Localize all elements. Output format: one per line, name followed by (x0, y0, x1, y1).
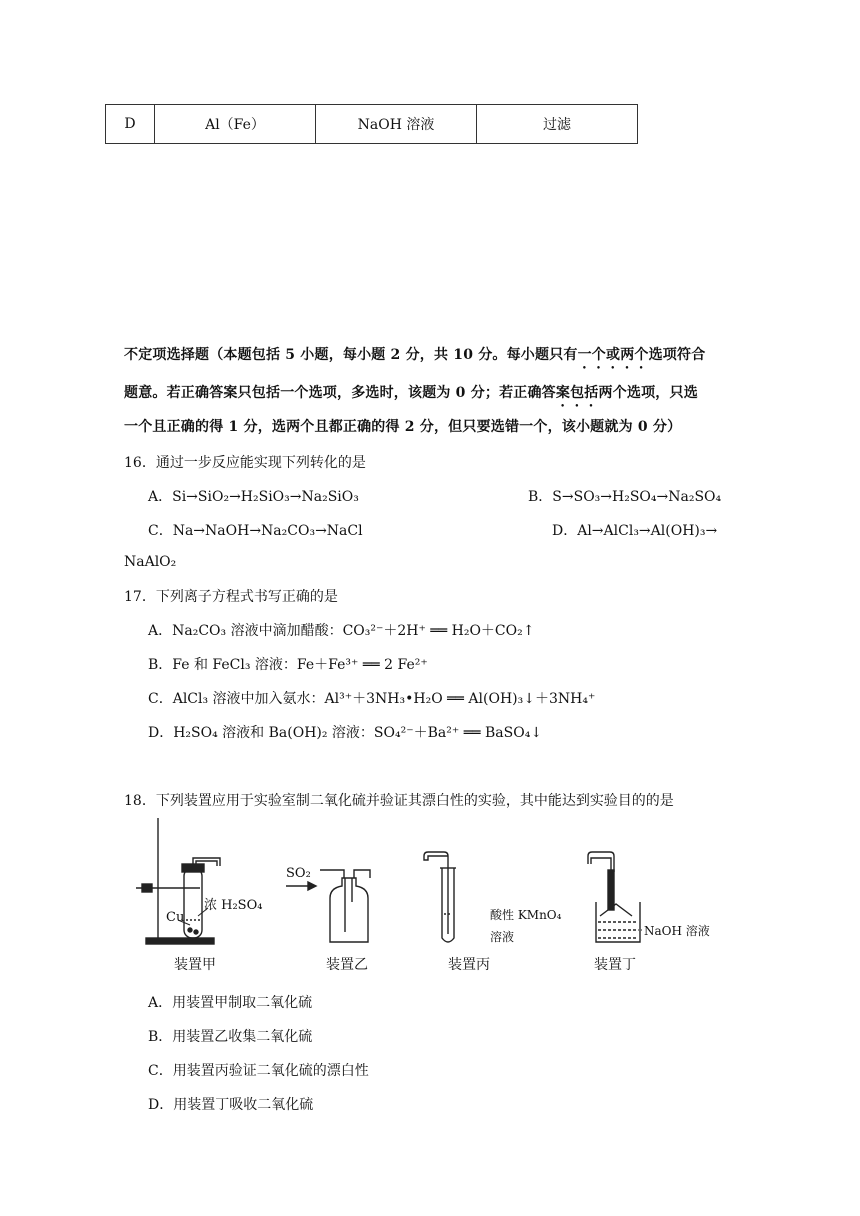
emphasis-text: 一个或两个 (577, 347, 649, 363)
q17-option-d: D．H₂SO₄ 溶液和 Ba(OH)₂ 溶液：SO₄²⁻＋Ba²⁺ ══ BaSO₄↓ (148, 725, 543, 741)
q17-option-a: A．Na₂CO₃ 溶液中滴加醋酸：CO₃²⁻＋2H⁺ ══ H₂O＋CO₂↑ (148, 623, 535, 639)
label-acid: 浓 H₂SO₄ (204, 898, 263, 913)
q16-option-d: D．Al→AlCl₃→Al(OH)₃→ (552, 523, 718, 539)
apparatus-ding (588, 852, 644, 942)
section-heading-line1 (124, 344, 705, 372)
section-text: 不定项选择题（本题包括 5 小题，每小题 2 分，共 10 分。每小题只有 (124, 347, 578, 363)
q17-option-b: B．Fe 和 FeCl₃ 溶液：Fe＋Fe³⁺ ══ 2 Fe²⁺ (148, 657, 428, 673)
q18-stem: 18．下列装置应用于实验室制二氧化硫并验证其漂白性的实验，其中能达到实验目的的是 (124, 793, 674, 809)
q17-stem: 17．下列离子方程式书写正确的是 (124, 589, 338, 605)
q18-option-c: C．用装置丙验证二氧化硫的漂白性 (148, 1063, 369, 1079)
label-yi: 装置乙 (326, 957, 368, 973)
table-cell: Al（Fe） (155, 105, 316, 144)
label-kmno4: 酸性 KMnO₄ (490, 908, 562, 922)
table-cell: 过滤 (477, 105, 638, 144)
apparatus-yi (320, 870, 370, 942)
apparatus-bing (424, 852, 456, 942)
apparatus-jia (136, 818, 220, 944)
q16-option-d-cont: NaAlO₂ (124, 554, 177, 570)
label-naoh: NaOH 溶液 (644, 924, 710, 938)
label-ding: 装置丁 (594, 957, 636, 973)
label-cu: Cu (166, 910, 185, 925)
label-jia: 装置甲 (174, 957, 216, 973)
label-bing: 装置丙 (448, 957, 490, 973)
separation-table (105, 104, 638, 144)
label-so2: SO₂ (286, 866, 311, 881)
so2-arrow (286, 882, 316, 890)
emphasis-text: 案包括 (555, 385, 599, 401)
q16-option-c: C．Na→NaOH→Na₂CO₃→NaCl (148, 523, 363, 539)
q18-option-a: A．用装置甲制取二氧化硫 (148, 995, 313, 1011)
label-kmno4-2: 溶液 (490, 930, 515, 944)
table-cell: D (106, 105, 155, 144)
q18-option-d: D．用装置丁吸收二氧化硫 (148, 1097, 314, 1113)
q17-option-c: C．AlCl₃ 溶液中加入氨水：Al³⁺＋3NH₃•H₂O ══ Al(OH)₃↓＋3NH₄⁺ (148, 691, 596, 707)
section-text: 两个选项，只选 (598, 385, 698, 401)
q16-option-b: B．S→SO₃→H₂SO₄→Na₂SO₄ (528, 489, 722, 505)
q16-option-a: A．Si→SiO₂→H₂SiO₃→Na₂SiO₃ (148, 489, 359, 505)
table-row (106, 105, 638, 144)
q18-option-b: B．用装置乙收集二氧化硫 (148, 1029, 313, 1045)
section-text: 选项符合 (648, 347, 706, 363)
q16-stem: 16．通过一步反应能实现下列转化的是 (124, 455, 366, 471)
section-heading-line3: 一个且正确的得 1 分，选两个且都正确的得 2 分，但只要选错一个，该小题就为 0 分） (124, 419, 682, 435)
section-text: 题意。若正确答案只包括一个选项，多选时，该题为 0 分；若正确答 (124, 385, 556, 401)
section-heading-line2 (124, 382, 698, 410)
table-cell: NaOH 溶液 (316, 105, 477, 144)
